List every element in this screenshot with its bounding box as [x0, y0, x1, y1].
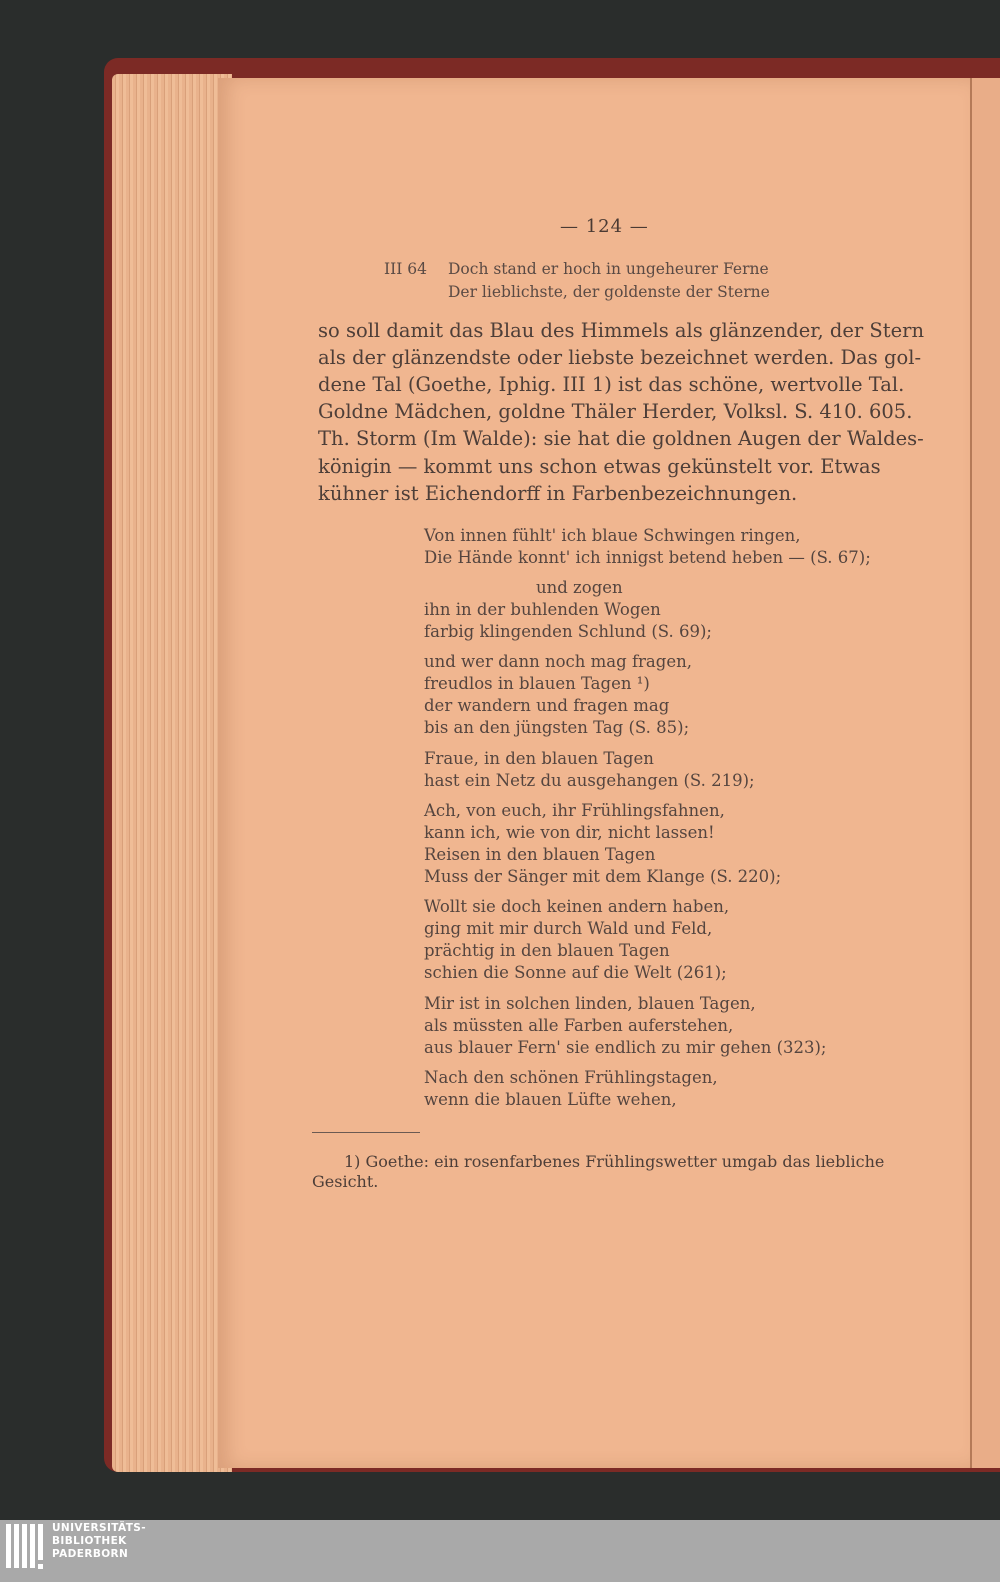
- library-logo-line: PADERBORN: [52, 1548, 129, 1560]
- paragraph-line: Th. Storm (Im Walde): sie hat die goldnen Augen der Waldes-: [318, 427, 924, 450]
- library-banner: [0, 1520, 1000, 1582]
- verse-line: Fraue, in den blauen Tagen: [424, 749, 654, 768]
- library-logo-icon: [6, 1524, 48, 1578]
- verse-line: Muss der Sänger mit dem Klange (S. 220);: [424, 867, 782, 886]
- verse-line: farbig klingenden Schlund (S. 69);: [424, 622, 712, 641]
- epigraph-line: Doch stand er hoch in ungeheurer Ferne: [448, 260, 769, 278]
- paragraph-line: königin — kommt uns schon etwas gekünstelt vor. Etwas: [318, 455, 881, 478]
- verse-line: freudlos in blauen Tagen ¹): [424, 674, 650, 693]
- verse-line: kann ich, wie von dir, nicht lassen!: [424, 823, 715, 842]
- verse-line: aus blauer Fern' sie endlich zu mir gehen (323);: [424, 1038, 827, 1057]
- verse-line: hast ein Netz du ausgehangen (S. 219);: [424, 771, 755, 790]
- verse-line: Mir ist in solchen linden, blauen Tagen,: [424, 994, 756, 1013]
- paragraph-line: Goldne Mädchen, goldne Thäler Herder, Volksl. S. 410. 605.: [318, 400, 913, 423]
- library-logo-line: UNIVERSITÄTS-: [52, 1522, 147, 1534]
- page-stack: [112, 74, 232, 1472]
- verse-line: Nach den schönen Frühlingstagen,: [424, 1068, 718, 1087]
- paragraph-line: kühner ist Eichendorff in Farbenbezeichnungen.: [318, 482, 798, 505]
- verse-line: ihn in der buhlenden Wogen: [424, 600, 661, 619]
- verse-line: ging mit mir durch Wald und Feld,: [424, 919, 713, 938]
- footnote-line: 1) Goethe: ein rosenfarbenes Frühlingswetter umgab das liebliche: [344, 1152, 885, 1171]
- verse-line: und wer dann noch mag fragen,: [424, 652, 692, 671]
- facing-page-edge: [970, 78, 1000, 1468]
- verse-line: Wollt sie doch keinen andern haben,: [424, 897, 730, 916]
- footnote-divider: [312, 1132, 420, 1133]
- epigraph-line: Der lieblichste, der goldenste der Sterne: [448, 283, 770, 301]
- page-number: — 124 —: [560, 216, 649, 237]
- paragraph-line: als der glänzendste oder liebste bezeichnet werden. Das gol-: [318, 346, 922, 369]
- verse-line: der wandern und fragen mag: [424, 696, 670, 715]
- footnote-line: Gesicht.: [312, 1172, 379, 1191]
- verse-line: als müssten alle Farben auferstehen,: [424, 1016, 734, 1035]
- verse-line: prächtig in den blauen Tagen: [424, 941, 670, 960]
- verse-line: Die Hände konnt' ich innigst betend heben — (S. 67);: [424, 548, 871, 567]
- verse-line: Reisen in den blauen Tagen: [424, 845, 656, 864]
- paragraph-line: dene Tal (Goethe, Iphig. III 1) ist das schöne, wertvolle Tal.: [318, 373, 905, 396]
- paragraph-line: so soll damit das Blau des Himmels als glänzender, der Stern: [318, 319, 925, 342]
- verse-line: Von innen fühlt' ich blaue Schwingen ringen,: [424, 526, 801, 545]
- library-logo-line: BIBLIOTHEK: [52, 1535, 127, 1547]
- verse-line: Ach, von euch, ihr Frühlingsfahnen,: [424, 801, 725, 820]
- verse-line: und zogen: [536, 578, 623, 597]
- verse-line: wenn die blauen Lüfte wehen,: [424, 1090, 677, 1109]
- epigraph-reference: III 64: [384, 260, 428, 278]
- verse-line: bis an den jüngsten Tag (S. 85);: [424, 718, 690, 737]
- library-logo-text: [52, 1522, 146, 1561]
- verse-line: schien die Sonne auf die Welt (261);: [424, 963, 727, 982]
